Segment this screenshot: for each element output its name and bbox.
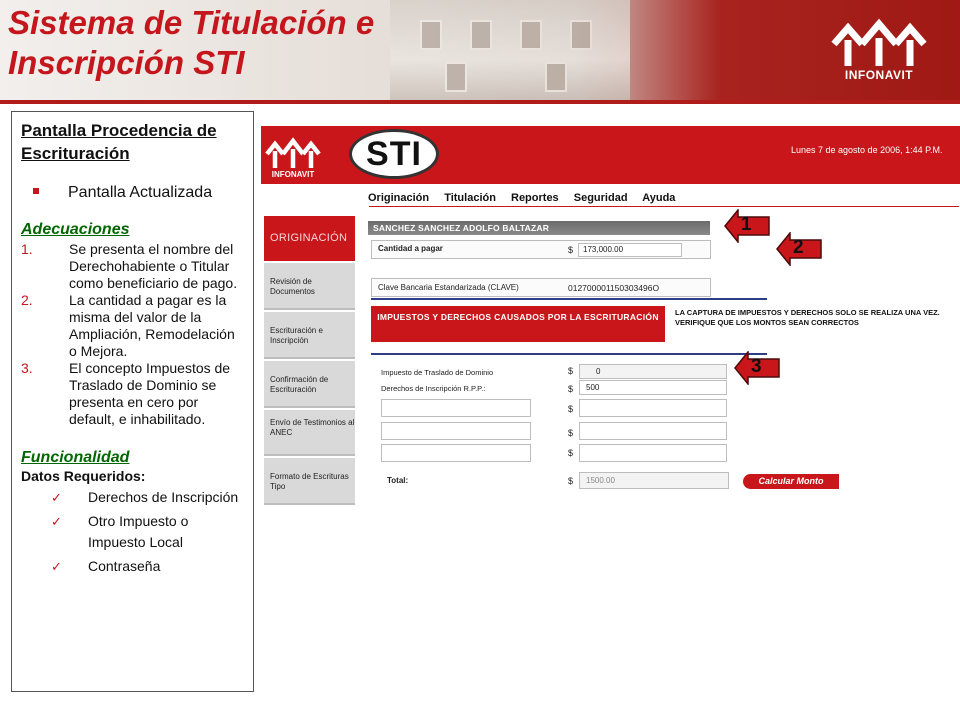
adecuaciones-heading: Adecuaciones	[21, 221, 130, 238]
other-tax-amount-input[interactable]	[579, 444, 727, 462]
checkmark-icon: ✓	[51, 490, 62, 505]
menu-item-originacion[interactable]: Originación	[368, 192, 430, 204]
callout-arrow-1	[724, 209, 770, 243]
clabe-label: Clave Bancaria Estandarizada (CLAVE)	[378, 283, 519, 292]
list-item	[21, 511, 244, 553]
slide-title	[8, 3, 478, 83]
cantidad-row	[371, 240, 711, 259]
list-item	[21, 487, 244, 508]
nav-item-escrituracion-inscripcion[interactable]: Escrituración e Inscripción	[264, 312, 355, 359]
traslado-label: Impuesto de Traslado de Dominio	[381, 368, 494, 377]
screen-status-bullet	[21, 182, 244, 203]
traslado-field: 0	[579, 364, 727, 379]
nav-item-revision-documentos[interactable]: Revisión de Documentos	[264, 263, 355, 310]
menu-item-reportes[interactable]: Reportes	[511, 192, 559, 204]
nav-item-confirmacion-escrituracion[interactable]: Confirmación de Escrituración	[264, 361, 355, 408]
list-text: Se presenta el nombre del Derechohabiente o Titular como beneficiario de pago.	[69, 241, 238, 291]
cantidad-label: Cantidad a pagar	[378, 244, 443, 253]
houses-logo-icon	[828, 14, 930, 70]
tax-section-header: IMPUESTOS Y DERECHOS CAUSADOS POR LA ESCRITURACIÓN	[371, 306, 665, 342]
menu-divider	[369, 206, 959, 207]
currency-symbol: $	[568, 476, 574, 486]
sti-badge: STI	[349, 129, 439, 179]
menu-item-ayuda[interactable]: Ayuda	[642, 192, 676, 204]
inscripcion-input[interactable]: 500	[579, 380, 727, 395]
list-text: El concepto Impuestos de Traslado de Dominio se presenta en cero por default, e inhabilitado.	[69, 360, 231, 427]
total-field: 1500.00	[579, 472, 729, 489]
beneficiary-name-bar: SANCHEZ SANCHEZ ADOLFO BALTAZAR	[368, 221, 710, 235]
cantidad-field: 173,000.00	[578, 243, 682, 257]
list-item	[21, 241, 244, 292]
clabe-value: 012700001150303496O	[568, 283, 660, 293]
callout-number: 2	[793, 237, 804, 258]
other-tax-amount-input[interactable]	[579, 422, 727, 440]
clabe-row	[371, 278, 711, 297]
list-number: 3.	[21, 360, 33, 376]
sti-app-screenshot	[261, 126, 960, 643]
calcular-monto-button[interactable]: Calcular Monto	[743, 474, 839, 489]
app-infonavit-logo	[263, 134, 323, 182]
adecuaciones-list	[21, 241, 244, 428]
slide-title-line1: Sistema de Titulación e	[8, 4, 375, 41]
app-header	[261, 126, 960, 184]
callout-arrow-2	[776, 232, 822, 266]
screen-status-text: Pantalla Actualizada	[68, 184, 213, 201]
currency-symbol: $	[568, 404, 574, 414]
checkmark-icon: ✓	[51, 559, 62, 574]
list-item	[21, 360, 244, 428]
list-text: Otro Impuesto o Impuesto Local	[88, 513, 189, 550]
list-text: La cantidad a pagar es la misma del valor de la Ampliación, Remodelación o Mejora.	[69, 292, 235, 359]
app-logo-wordmark: INFONAVIT	[271, 170, 315, 179]
currency-symbol: $	[568, 448, 574, 458]
callout-number: 1	[741, 214, 752, 235]
nav-item-formato-escrituras[interactable]: Formato de Escrituras Tipo	[264, 458, 355, 505]
section-divider	[371, 298, 767, 300]
other-tax-amount-input[interactable]	[579, 399, 727, 417]
menu-item-seguridad[interactable]: Seguridad	[573, 192, 628, 204]
other-tax-name-input[interactable]	[381, 422, 531, 440]
list-text: Contraseña	[88, 558, 161, 574]
checkmark-icon: ✓	[51, 514, 62, 529]
description-panel	[11, 111, 254, 692]
slide-title-line2: Inscripción STI	[8, 44, 245, 81]
nav-item-envio-testimonios[interactable]: Envío de Testimonios al ANEC	[264, 410, 355, 456]
list-text: Derechos de Inscripción	[88, 489, 239, 505]
slide-header	[0, 0, 960, 100]
menu-item-titulacion[interactable]: Titulación	[444, 192, 496, 204]
panel-title: Pantalla Procedencia de Escrituración	[21, 121, 217, 163]
square-bullet-icon	[33, 188, 39, 194]
callout-arrow-3	[734, 351, 780, 385]
tax-warning-note: LA CAPTURA DE IMPUESTOS Y DERECHOS SOLO SE REALIZA UNA VEZ. VERIFIQUE QUE LOS MONTOS SEAN CORRECTOS	[675, 308, 940, 327]
callout-number: 3	[751, 356, 762, 377]
other-tax-name-input[interactable]	[381, 399, 531, 417]
list-item	[21, 556, 244, 577]
logo-wordmark: INFONAVIT	[844, 68, 914, 82]
section-divider	[371, 353, 767, 355]
currency-symbol: $	[568, 245, 574, 255]
header-divider	[0, 100, 960, 104]
other-tax-name-input[interactable]	[381, 444, 531, 462]
list-number: 1.	[21, 241, 33, 257]
list-number: 2.	[21, 292, 33, 308]
currency-symbol: $	[568, 366, 574, 376]
total-label: Total:	[387, 476, 409, 485]
houses-logo-icon	[263, 134, 323, 170]
list-item	[21, 292, 244, 360]
currency-symbol: $	[568, 428, 574, 438]
nav-item-originacion[interactable]: ORIGINACIÓN	[264, 216, 355, 261]
app-menu-bar	[368, 192, 687, 204]
infonavit-logo	[828, 14, 930, 88]
datos-requeridos-label: Datos Requeridos:	[21, 468, 146, 484]
inscripcion-label: Derechos de Inscripción R.P.P.:	[381, 384, 486, 393]
currency-symbol: $	[568, 384, 574, 394]
side-nav	[264, 216, 355, 505]
current-date: Lunes 7 de agosto de 2006, 1:44 P.M.	[791, 145, 943, 155]
funcionalidad-heading: Funcionalidad	[21, 449, 130, 466]
